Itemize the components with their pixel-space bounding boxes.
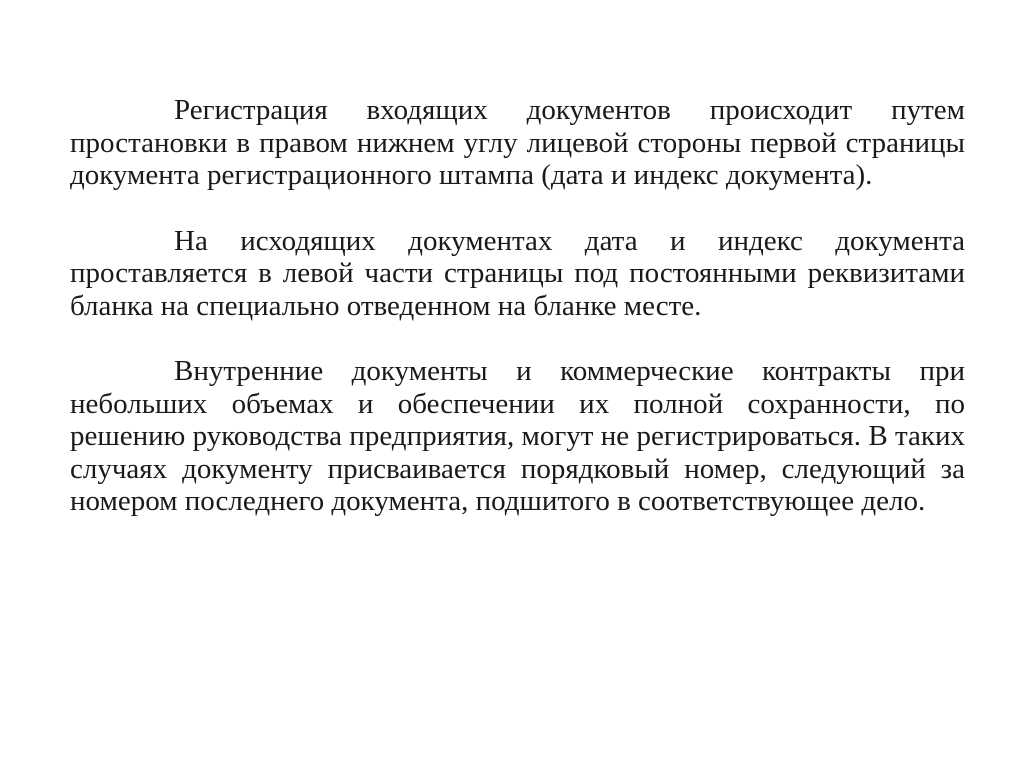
paragraph-outgoing-documents: На исходящих документах дата и индекс документа проставляется в левой части страницы под постоянными реквизитами бланка на специально отведенном на бланке месте.	[70, 224, 965, 322]
paragraph-incoming-registration: Регистрация входящих документов происходит путем простановки в правом нижнем углу лицевой стороны первой страницы документа регистрационного штампа (дата и индекс документа).	[70, 94, 965, 191]
paragraph-internal-documents: Внутренние документы и коммерческие контракты при небольших объемах и обеспечении их полной сохранности, по решению руководства предприятия, могут не регистрироваться. В таких случаях документу присваивается порядковый номер, следующий за номером последнего документа, подшитого в соответствующее дело.	[70, 355, 965, 517]
text-body	[70, 94, 965, 518]
